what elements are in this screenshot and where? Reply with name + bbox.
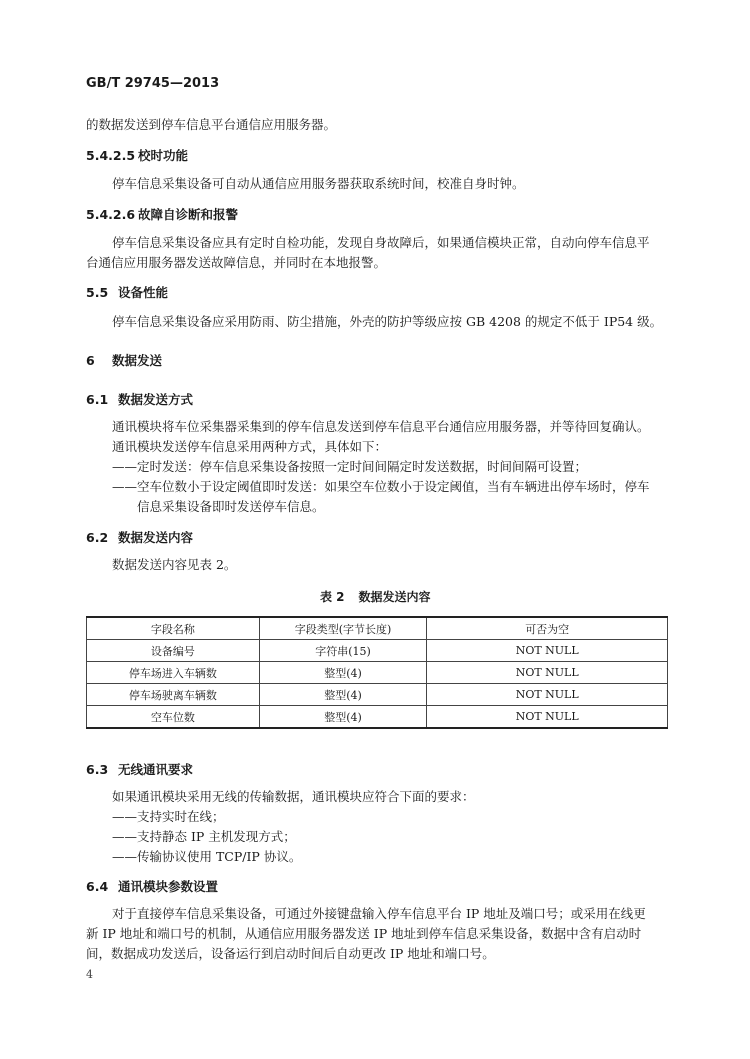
section-title: 无线通讯要求 bbox=[118, 762, 194, 777]
section-number: 5.4.2.5 bbox=[86, 148, 136, 163]
section-5-4-2-5-heading bbox=[86, 146, 188, 164]
table-cell: 整型(4) bbox=[259, 706, 427, 729]
section-number: 5.5 bbox=[86, 285, 109, 300]
section-5-4-2-6-line1: 停车信息采集设备应具有定时自检功能，发现自身故障后，如果通信模块正常，自动向停车信息平 bbox=[112, 235, 650, 250]
section-6-4-line1: 对于直接停车信息采集设备，可通过外接键盘输入停车信息平台 IP 地址及端口号；或采用在线更 bbox=[112, 906, 646, 921]
section-6-3-heading bbox=[86, 760, 193, 778]
table-row bbox=[87, 640, 668, 662]
data-content-table bbox=[86, 616, 668, 729]
list-item-continuation: 信息采集设备即时发送停车信息。 bbox=[137, 499, 325, 514]
list-item: ——空车位数小于设定阈值即时发送：如果空车位数小于设定阈值，当有车辆进出停车场时，停车 bbox=[112, 479, 650, 494]
list-item: ——定时发送：停车信息采集设备按照一定时间间隔定时发送数据，时间间隔可设置； bbox=[112, 459, 588, 474]
table-cell: 停车场进入车辆数 bbox=[87, 662, 260, 684]
section-title: 数据发送内容 bbox=[118, 530, 194, 545]
table-cell: 整型(4) bbox=[259, 684, 427, 706]
standard-number: GB/T 29745—2013 bbox=[86, 76, 220, 91]
section-6-2-heading bbox=[86, 528, 193, 546]
section-5-4-2-6-line2: 台通信应用服务器发送故障信息，并同时在本地报警。 bbox=[86, 255, 387, 270]
list-item: ——传输协议使用 TCP/IP 协议。 bbox=[112, 849, 302, 864]
section-number: 6.2 bbox=[86, 530, 109, 545]
section-6-2-text: 数据发送内容见表 2。 bbox=[112, 557, 237, 572]
section-number: 6.3 bbox=[86, 762, 109, 777]
table-cell: NOT NULL bbox=[427, 662, 668, 684]
section-6-4-heading bbox=[86, 877, 218, 895]
table-cell: 停车场驶离车辆数 bbox=[87, 684, 260, 706]
section-5-5-heading bbox=[86, 283, 168, 301]
section-6-heading bbox=[86, 351, 162, 369]
table-cell: 设备编号 bbox=[87, 640, 260, 662]
table-row bbox=[87, 706, 668, 729]
section-6-4-line2: 新 IP 地址和端口号的机制，从通信应用服务器发送 IP 地址到停车信息采集设备，数据中含有启动时 bbox=[86, 926, 642, 941]
table-caption bbox=[320, 588, 431, 605]
section-number: 6.1 bbox=[86, 392, 109, 407]
table-header-row bbox=[87, 617, 668, 640]
table-row bbox=[87, 662, 668, 684]
table-cell: 字符串(15) bbox=[259, 640, 427, 662]
section-5-4-2-6-heading bbox=[86, 205, 238, 223]
section-6-3-intro: 如果通讯模块采用无线的传输数据，通讯模块应符合下面的要求： bbox=[112, 789, 475, 804]
section-5-4-2-5-text: 停车信息采集设备可自动从通信应用服务器获取系统时间，校准自身时钟。 bbox=[112, 176, 525, 191]
section-number: 6 bbox=[86, 353, 95, 368]
table-cell: NOT NULL bbox=[427, 684, 668, 706]
table-cell: NOT NULL bbox=[427, 640, 668, 662]
table-header-cell: 可否为空 bbox=[427, 617, 668, 640]
table-header-cell: 字段名称 bbox=[87, 617, 260, 640]
section-number: 5.4.2.6 bbox=[86, 207, 136, 222]
section-6-4-line3: 间，数据成功发送后，设备运行到启动时间后自动更改 IP 地址和端口号。 bbox=[86, 946, 495, 961]
section-title: 通讯模块参数设置 bbox=[118, 879, 219, 894]
section-6-1-line2: 通讯模块发送停车信息采用两种方式，具体如下： bbox=[112, 439, 388, 454]
section-6-1-heading bbox=[86, 390, 193, 408]
section-title: 校时功能 bbox=[138, 148, 189, 163]
table-caption-title: 数据发送内容 bbox=[358, 590, 431, 604]
table-caption-number: 表 2 bbox=[320, 590, 345, 604]
section-title: 数据发送方式 bbox=[118, 392, 194, 407]
table-cell: NOT NULL bbox=[427, 706, 668, 729]
continuation-text: 的数据发送到停车信息平台通信应用服务器。 bbox=[86, 117, 337, 132]
list-item: ——支持实时在线； bbox=[112, 809, 225, 824]
table-cell: 空车位数 bbox=[87, 706, 260, 729]
section-5-5-text: 停车信息采集设备应采用防雨、防尘措施，外壳的防护等级应按 GB 4208 的规定不低于 IP54 级。 bbox=[112, 314, 663, 329]
section-title: 数据发送 bbox=[112, 353, 163, 368]
section-number: 6.4 bbox=[86, 879, 109, 894]
list-item: ——支持静态 IP 主机发现方式； bbox=[112, 829, 296, 844]
section-6-1-line1: 通讯模块将车位采集器采集到的停车信息发送到停车信息平台通信应用服务器，并等待回复确认。 bbox=[112, 419, 650, 434]
page-number: 4 bbox=[86, 968, 93, 981]
table-header-cell: 字段类型(字节长度) bbox=[259, 617, 427, 640]
section-title: 设备性能 bbox=[118, 285, 169, 300]
table-row bbox=[87, 684, 668, 706]
table-cell: 整型(4) bbox=[259, 662, 427, 684]
section-title: 故障自诊断和报警 bbox=[138, 207, 239, 222]
